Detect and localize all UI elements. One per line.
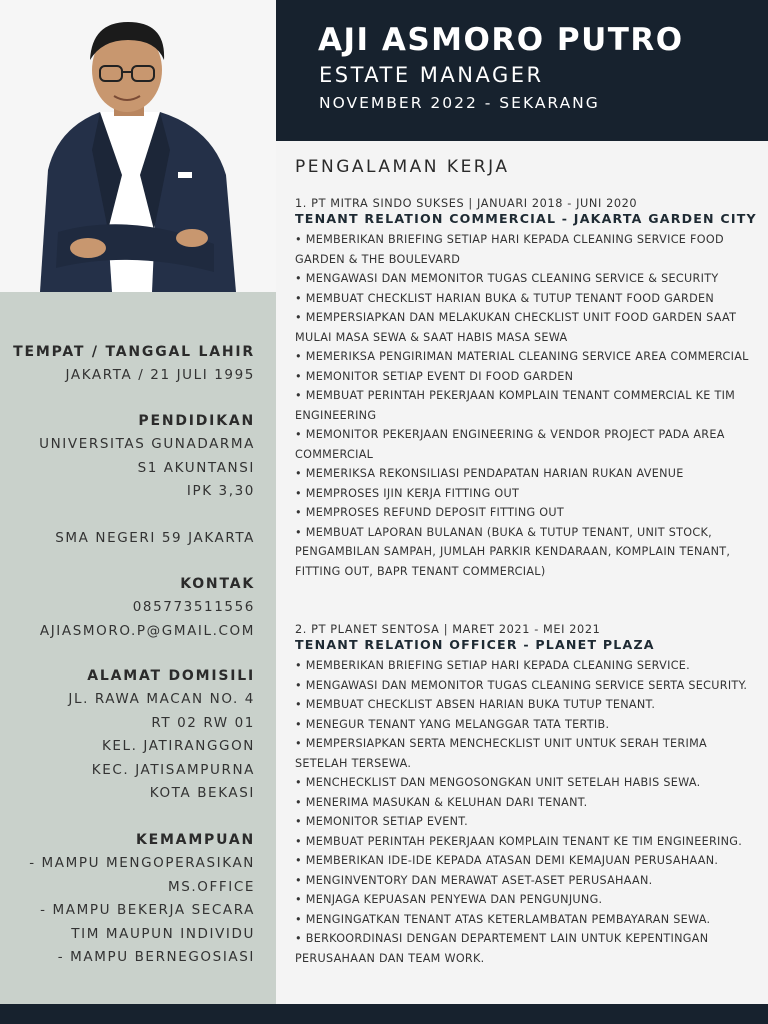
address-line: KOTA BEKASI	[149, 785, 255, 801]
birth-section	[13, 344, 255, 388]
address-line: KEL. JATIRANGGON	[101, 738, 255, 754]
duty-item: • MENERIMA MASUKAN & KELUHAN DARI TENANT.	[295, 795, 588, 809]
birth-value: JAKARTA / 21 JULI 1995	[65, 367, 255, 383]
profile-photo	[0, 0, 276, 292]
address-heading: ALAMAT DOMISILI	[87, 668, 255, 684]
job-entry	[295, 197, 757, 581]
job-title: TENANT RELATION COMMERCIAL - JAKARTA GARDEN CITY	[295, 211, 757, 226]
contact-email: AJIASMORO.P@GMAIL.COM	[39, 622, 255, 639]
duty-item: • MEMBUAT PERINTAH PEKERJAAN KOMPLAIN TENANT COMMERCIAL KE TIM ENGINEERING	[295, 389, 736, 422]
skills-line: MS.OFFICE	[167, 878, 255, 895]
job-company: 1. PT MITRA SINDO SUKSES | JANUARI 2018 - JUNI 2020	[295, 197, 638, 210]
sidebar	[0, 292, 276, 1004]
role-period: NOVEMBER 2022 - SEKARANG	[319, 94, 600, 112]
skills-heading: KEMAMPUAN	[135, 832, 255, 848]
duty-item: • MEMBERIKAN BRIEFING SETIAP HARI KEPADA CLEANING SERVICE FOOD GARDEN & THE BOULEVARD	[295, 233, 724, 266]
duty-item: • BERKOORDINASI DENGAN DEPARTEMENT LAIN UNTUK KEPENTINGAN PERUSAHAAN DAN TEAM WORK.	[295, 932, 709, 965]
education-line: UNIVERSITAS GUNADARMA	[39, 436, 255, 452]
skills-line: - MAMPU MENGOPERASIKAN	[29, 855, 255, 871]
duty-item: • MENGINVENTORY DAN MERAWAT ASET-ASET PERUSAHAAN.	[295, 873, 653, 887]
duty-item: • MEMBERIKAN BRIEFING SETIAP HARI KEPADA CLEANING SERVICE.	[295, 659, 691, 672]
job-title: TENANT RELATION OFFICER - PLANET PLAZA	[295, 637, 655, 652]
duty-item: • MENGAWASI DAN MEMONITOR TUGAS CLEANING SERVICE SERTA SECURITY.	[295, 678, 748, 692]
skills-line: - MAMPU BERNEGOSIASI	[57, 949, 255, 965]
duty-item: • MEMBUAT PERINTAH PEKERJAAN KOMPLAIN TENANT KE TIM ENGINEERING.	[295, 834, 743, 848]
duty-item: • MEMERIKSA PENGIRIMAN MATERIAL CLEANING SERVICE AREA COMMERCIAL	[295, 350, 749, 363]
address-section	[68, 668, 255, 806]
duty-item: • MEMONITOR SETIAP EVENT DI FOOD GARDEN	[295, 369, 574, 383]
contact-heading: KONTAK	[180, 576, 255, 592]
duty-item: • MEMBUAT CHECKLIST ABSEN HARIAN BUKA TUTUP TENANT.	[295, 698, 656, 711]
skills-section	[29, 832, 255, 970]
duty-item: • MEMBUAT LAPORAN BULANAN (BUKA & TUTUP TENANT, UNIT STOCK, PENGAMBILAN SAMPAH, JUMLAH PARKIR KENDARAAN, KOMPLAIN TENANT, FITTING OUT, BAPR TENANT COMMERCIAL)	[295, 525, 731, 578]
duty-item: • MEMPROSES REFUND DEPOSIT FITTING OUT	[295, 506, 565, 519]
duty-item: • MENJAGA KEPUASAN PENYEWA DAN PENGUNJUNG.	[295, 893, 603, 906]
header-banner	[276, 0, 768, 141]
address-line: RT 02 RW 01	[151, 714, 255, 731]
job-company: 2. PT PLANET SENTOSA | MARET 2021 - MEI 2021	[295, 623, 601, 636]
duty-item: • MENEGUR TENANT YANG MELANGGAR TATA TERTIB.	[295, 717, 610, 731]
address-line: KEC. JATISAMPURNA	[91, 761, 255, 778]
education-line: SMA NEGERI 59 JAKARTA	[55, 530, 255, 546]
contact-phone: 085773511556	[132, 599, 255, 615]
person-portrait-image	[0, 0, 276, 292]
duty-item: • MEMONITOR SETIAP EVENT.	[295, 815, 468, 828]
education-section	[39, 413, 255, 551]
duty-item: • MENGAWASI DAN MEMONITOR TUGAS CLEANING SERVICE & SECURITY	[295, 272, 719, 285]
experience-heading: PENGALAMAN KERJA	[295, 157, 510, 177]
education-line: S1 AKUNTANSI	[137, 459, 255, 476]
candidate-role: ESTATE MANAGER	[319, 63, 544, 87]
duty-item: • MENGINGATKAN TENANT ATAS KETERLAMBATAN PEMBAYARAN SEWA.	[295, 912, 711, 926]
skills-line: - MAMPU BEKERJA SECARA	[40, 902, 255, 918]
duty-item: • MEMPERSIAPKAN DAN MELAKUKAN CHECKLIST UNIT FOOD GARDEN SAAT MULAI MASA SEWA & SAAT HABIS MASA SEWA	[295, 311, 737, 344]
duty-item: • MEMBUAT CHECKLIST HARIAN BUKA & TUTUP TENANT FOOD GARDEN	[295, 291, 715, 305]
job-duties-list	[295, 230, 750, 581]
education-line	[39, 504, 255, 528]
contact-section	[40, 576, 255, 643]
duty-item: • MEMERIKSA REKONSILIASI PENDAPATAN HARIAN RUKAN AVENUE	[295, 467, 684, 480]
duty-item: • MENCHECKLIST DAN MENGOSONGKAN UNIT SETELAH HABIS SEWA.	[295, 776, 701, 789]
education-line: IPK 3,30	[186, 483, 255, 499]
job-duties-list	[295, 656, 750, 968]
candidate-name: AJI ASMORO PUTRO	[318, 22, 684, 58]
duty-item: • MEMBERIKAN IDE-IDE KEPADA ATASAN DEMI KEMAJUAN PERUSAHAAN.	[295, 854, 719, 867]
skills-line: TIM MAUPUN INDIVIDU	[71, 925, 255, 942]
job-entry	[295, 623, 750, 968]
duty-item: • MEMONITOR PEKERJAAN ENGINEERING & VENDOR PROJECT PADA AREA COMMERCIAL	[295, 428, 725, 461]
education-heading: PENDIDIKAN	[138, 413, 255, 429]
address-line: JL. RAWA MACAN NO. 4	[68, 691, 255, 707]
duty-item: • MEMPERSIAPKAN SERTA MENCHECKLIST UNIT UNTUK SERAH TERIMA SETELAH TERSEWA.	[295, 737, 708, 770]
footer-bar	[0, 1004, 768, 1024]
duty-item: • MEMPROSES IJIN KERJA FITTING OUT	[295, 486, 520, 500]
birth-heading: TEMPAT / TANGGAL LAHIR	[13, 344, 255, 360]
